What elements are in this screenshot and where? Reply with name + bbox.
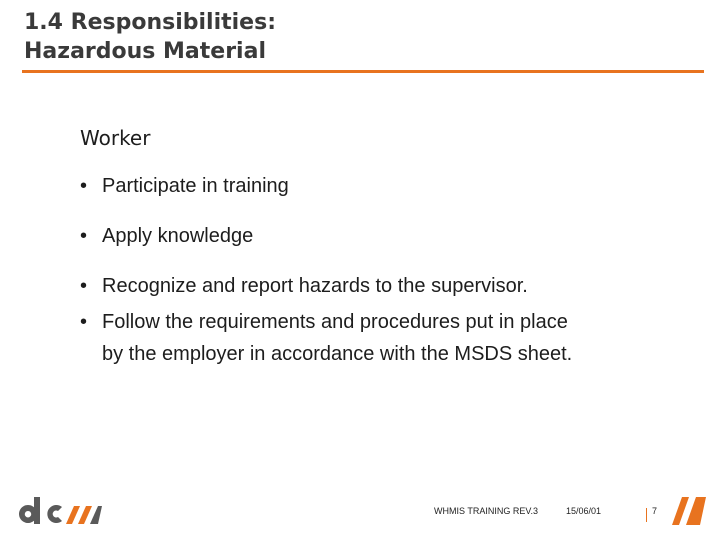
footer-date: 15/06/01: [566, 506, 602, 516]
page-number: 7: [652, 506, 658, 516]
title-line-1: 1.4 Responsibilities:: [24, 10, 276, 35]
bullet-text: Apply knowledge: [102, 225, 254, 247]
brand-stripes-icon: [672, 494, 708, 526]
bullet-text: Recognize and report hazards to the supervisor.: [102, 275, 528, 297]
bullet-text: Follow the requirements and procedures put in place: [102, 311, 568, 333]
bullet-item: [80, 306, 680, 370]
bullet-text-continuation: by the employer in accordance with the MSDS sheet.: [102, 343, 573, 365]
title-divider: [22, 70, 704, 73]
bullet-item: [80, 220, 680, 252]
title-line-2: Hazardous Material: [24, 39, 266, 64]
slide-title: [24, 8, 276, 66]
footer-divider: [646, 508, 647, 522]
bullet-item: [80, 170, 680, 202]
bullet-glyph: •: [80, 175, 88, 197]
bullet-glyph: •: [80, 311, 88, 333]
dcm-logo: [12, 494, 104, 528]
bullet-text: Participate in training: [102, 175, 289, 197]
footer-doc-label: WHMIS TRAINING REV.3: [434, 506, 539, 516]
bullet-item: [80, 270, 680, 302]
section-heading: Worker: [80, 126, 151, 150]
bullet-glyph: •: [80, 225, 88, 247]
bullet-glyph: •: [80, 275, 88, 297]
